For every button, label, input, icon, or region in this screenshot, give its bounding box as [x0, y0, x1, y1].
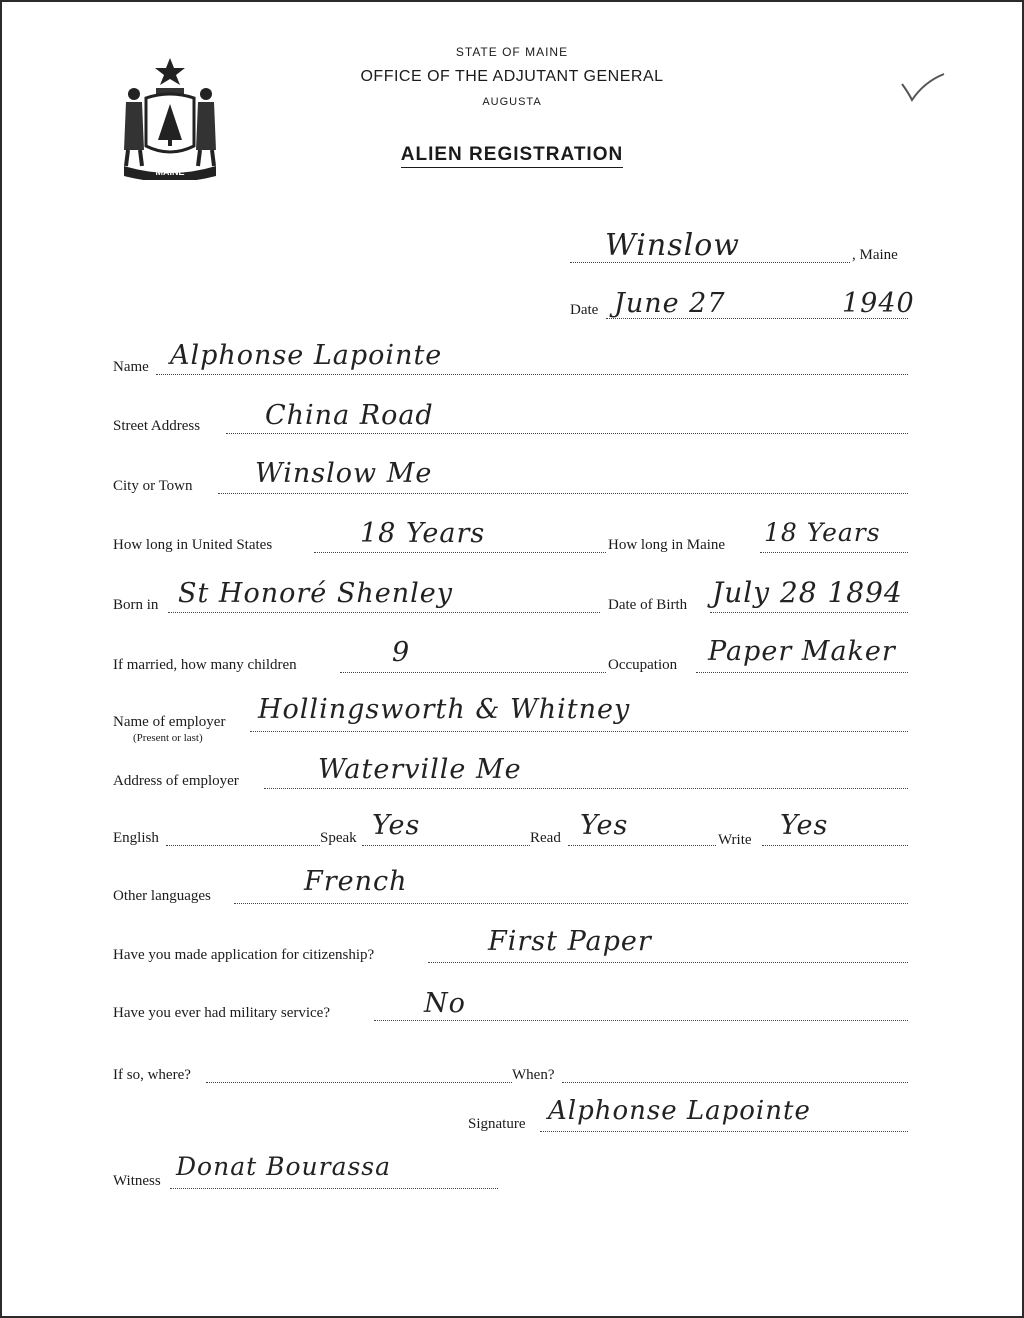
children-label: If married, how many children [113, 657, 297, 673]
city-value: Winslow Me [255, 458, 433, 489]
name-value: Alphonse Lapointe [170, 340, 443, 371]
read-label: Read [530, 830, 561, 846]
witness-value: Donat Bourassa [176, 1152, 392, 1181]
office-heading: OFFICE OF THE ADJUTANT GENERAL [360, 68, 664, 85]
citizenship-label: Have you made application for citizenship? [113, 947, 375, 963]
employer-address-value: Waterville Me [318, 754, 522, 785]
citizenship-line [428, 962, 908, 963]
read-line [568, 845, 716, 846]
how-long-us-line [314, 552, 606, 553]
street-value: China Road [265, 400, 434, 431]
place-value: Winslow [605, 228, 740, 263]
street-label: Street Address [113, 418, 201, 434]
date-month-day: June 27 [614, 288, 726, 319]
place-suffix: , Maine [852, 247, 898, 263]
born-in-line [168, 612, 600, 613]
svg-text:MAINE: MAINE [155, 167, 185, 177]
how-long-maine-line [760, 552, 908, 553]
date-of-birth-value: July 28 1894 [712, 576, 903, 609]
read-value: Yes [580, 810, 629, 841]
employer-label: Name of employer [113, 714, 226, 730]
write-label: Write [718, 832, 752, 848]
signature-value: Alphonse Lapointe [548, 1096, 811, 1126]
when-line [562, 1082, 908, 1083]
english-line [166, 845, 320, 846]
date-of-birth-label: Date of Birth [608, 597, 688, 613]
where-label: If so, where? [113, 1067, 191, 1083]
date-of-birth-line [710, 612, 908, 613]
state-heading: STATE OF MAINE [455, 45, 569, 59]
speak-line [362, 845, 530, 846]
how-long-maine-label: How long in Maine [608, 537, 726, 553]
employer-value: Hollingsworth & Whitney [258, 694, 631, 725]
occupation-value: Paper Maker [708, 636, 896, 667]
occupation-line [696, 672, 908, 673]
military-value: No [424, 988, 466, 1019]
write-value: Yes [780, 810, 829, 841]
other-languages-label: Other languages [113, 888, 211, 904]
form-title: ALIEN REGISTRATION [0, 144, 1024, 166]
how-long-us-value: 18 Years [360, 518, 486, 549]
date-year: 1940 [842, 288, 915, 319]
employer-sublabel: (Present or last) [133, 732, 203, 744]
name-line [156, 374, 908, 375]
english-label: English [113, 830, 159, 846]
signature-line [540, 1131, 908, 1132]
how-long-us-label: How long in United States [113, 537, 273, 553]
name-label: Name [113, 359, 149, 375]
city-heading: AUGUSTA [482, 96, 542, 108]
signature-label: Signature [468, 1116, 526, 1132]
military-label: Have you ever had military service? [113, 1005, 330, 1021]
speak-label: Speak [320, 830, 357, 846]
when-label: When? [512, 1067, 555, 1083]
military-line [374, 1020, 908, 1021]
children-value: 9 [392, 637, 411, 668]
other-languages-line [234, 903, 908, 904]
employer-line [250, 731, 908, 732]
city-label: City or Town [113, 478, 193, 494]
date-label: Date [570, 302, 599, 318]
witness-label: Witness [113, 1173, 161, 1189]
employer-address-label: Address of employer [113, 773, 239, 789]
employer-address-line [264, 788, 908, 789]
street-line [226, 433, 908, 434]
how-long-maine-value: 18 Years [764, 518, 881, 547]
where-line [206, 1082, 512, 1083]
born-in-label: Born in [113, 597, 159, 613]
speak-value: Yes [372, 810, 421, 841]
witness-line [170, 1188, 498, 1189]
occupation-label: Occupation [608, 657, 678, 673]
write-line [762, 845, 908, 846]
other-languages-value: French [304, 866, 408, 897]
born-in-value: St Honoré Shenley [178, 578, 453, 609]
citizenship-value: First Paper [488, 926, 652, 957]
city-line [218, 493, 908, 494]
children-line [340, 672, 606, 673]
